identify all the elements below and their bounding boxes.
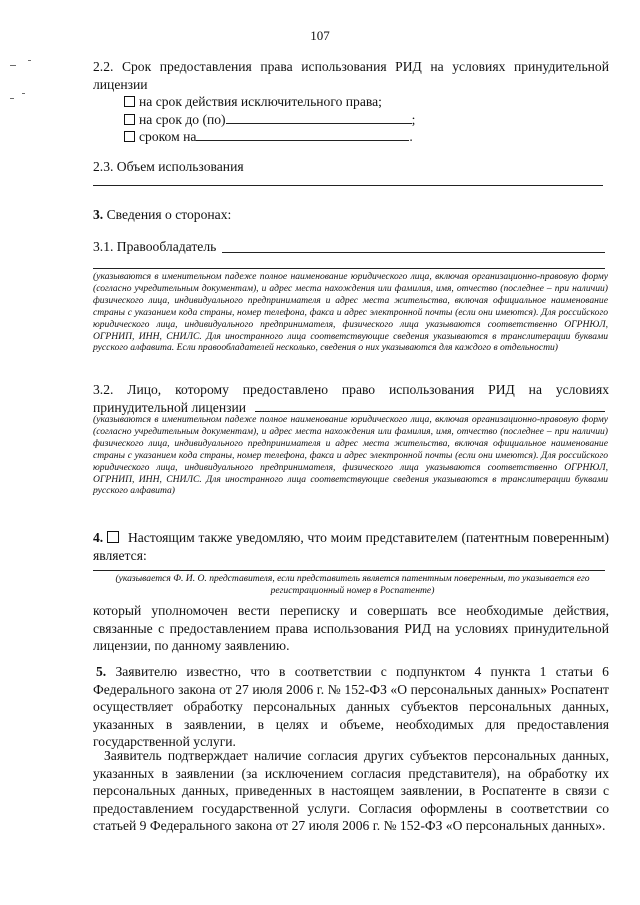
section-4-after: который уполномочен вести переписку и совершать все необходимые действия, связанные с предоставлением права использования РИД на условиях принудительной лицензии, по данному заявлению. [93,603,609,653]
section-3-2-label: 3.2. Лицо, которому предоставлено право использования РИД на условиях принудительной лицензии [93,382,609,415]
term-option-period-suffix: . [409,129,413,144]
section-5-p1-text: Заявителю известно, что в соответствии с подпунктом 4 пункта 1 статьи 6 Федерального закона от 27 июля 2006 г. № 152-ФЗ «О персональных данных» Роспатент осуществляет обработку персональных данных субъектов персональных данных, указанных в заявлении, в целях и объеме, необходимых для предоставления государственной услуги. [93,664,609,749]
rightholder-field-1[interactable] [222,252,605,253]
section-3-heading [93,206,493,224]
scope-field[interactable] [93,185,603,186]
section-2-3-heading: 2.3. Объем использования [93,159,244,174]
scan-mark [22,93,25,94]
section-4-text [93,529,609,564]
term-option-exclusive [124,93,604,111]
term-option-until [124,111,604,129]
page-number: 107 [310,28,330,43]
section-4-number: 4. [93,530,104,545]
term-option-until-label: на срок до (по) [139,112,226,127]
term-option-period-label: сроком на [139,129,197,144]
checkbox-representative[interactable] [107,531,119,543]
checkbox-exclusive[interactable] [124,96,135,107]
section-3-number: 3. [93,207,104,222]
term-option-until-suffix: ; [411,112,416,127]
scan-mark [10,98,14,99]
representative-field[interactable] [93,570,605,571]
checkbox-period[interactable] [124,131,135,142]
licensee-field[interactable] [255,411,605,412]
period-field[interactable] [196,129,409,141]
section-3-1-label: 3.1. Правообладатель [93,239,217,254]
rightholder-field-2[interactable] [93,268,605,269]
scan-mark [28,60,31,61]
term-option-period [124,128,604,146]
section-4-body: Настоящим также уведомляю, что моим представителем (патентным поверенным) является: [93,530,609,563]
section-5-paragraph-1 [93,663,609,751]
section-2-2-heading: 2.2. Срок предоставления права использования РИД на условиях принудительной лицензии [93,59,609,92]
term-option-exclusive-label: на срок действия исключительного права; [139,94,382,109]
scan-mark [10,65,16,66]
section-4-note: (указывается Ф. И. О. представителя, если представитель является патентным поверенным, то указывается его регистрационный номер в Роспатенте) [115,573,590,596]
until-date-field[interactable] [226,112,412,124]
section-3-2-note: (указываются в именительном падеже полное наименование юридического лица, включая организационно-правовую форму (согласно учредительным документам), и адрес места нахождения или фамилия, имя, отчество (последнее – при наличии) физического лица, индивидуального предпринимателя и адрес места жительства, включая официальное наименование страны с указанием кода страны, номер телефона, факса и адрес электронной почты (если они имеются). Для российского юридического лица, индивидуального предпринимателя, физического лица указываются соответственно ОГРНЮЛ, ОГРНИП, ИНН, СНИЛС. Для иностранного лица соответствующие сведения указываются в транслитерации буквами русского алфавита) [93,414,608,497]
section-5-paragraph-2: Заявитель подтверждает наличие согласия других субъектов персональных данных, указанных в заявлении (за исключением согласия представителя), на обработку их персональных данных, приведенных в настоящем заявлении, в Роспатенте в связи с предоставлением государственной услуги. Согласия оформлены в соответствии со статьей 9 Федерального закона от 27 июля 2006 г. № 152-ФЗ «О персональных данных». [93,748,609,833]
checkbox-until[interactable] [124,114,135,125]
section-3-title: Сведения о сторонах: [106,207,232,222]
section-3-1-note: (указываются в именительном падеже полное наименование юридического лица, включая организационно-правовую форму (согласно учредительным документам), и адрес места нахождения или фамилия, имя, отчество (последнее – при наличии) физического лица, индивидуального предпринимателя и адрес места жительства, включая официальное наименование страны с указанием кода страны, номер телефона, факса и адрес электронной почты (если они имеются). Для российского юридического лица, индивидуального предпринимателя, физического лица указываются соответственно ОГРНЮЛ, ОГРНИП, ИНН, СНИЛС. Для иностранного лица соответствующие сведения указываются в транслитерации буквами русского алфавита. Если правообладателей несколько, сведения о них указываются для каждого в отдельности) [93,271,608,354]
section-5-number: 5. [96,664,107,679]
